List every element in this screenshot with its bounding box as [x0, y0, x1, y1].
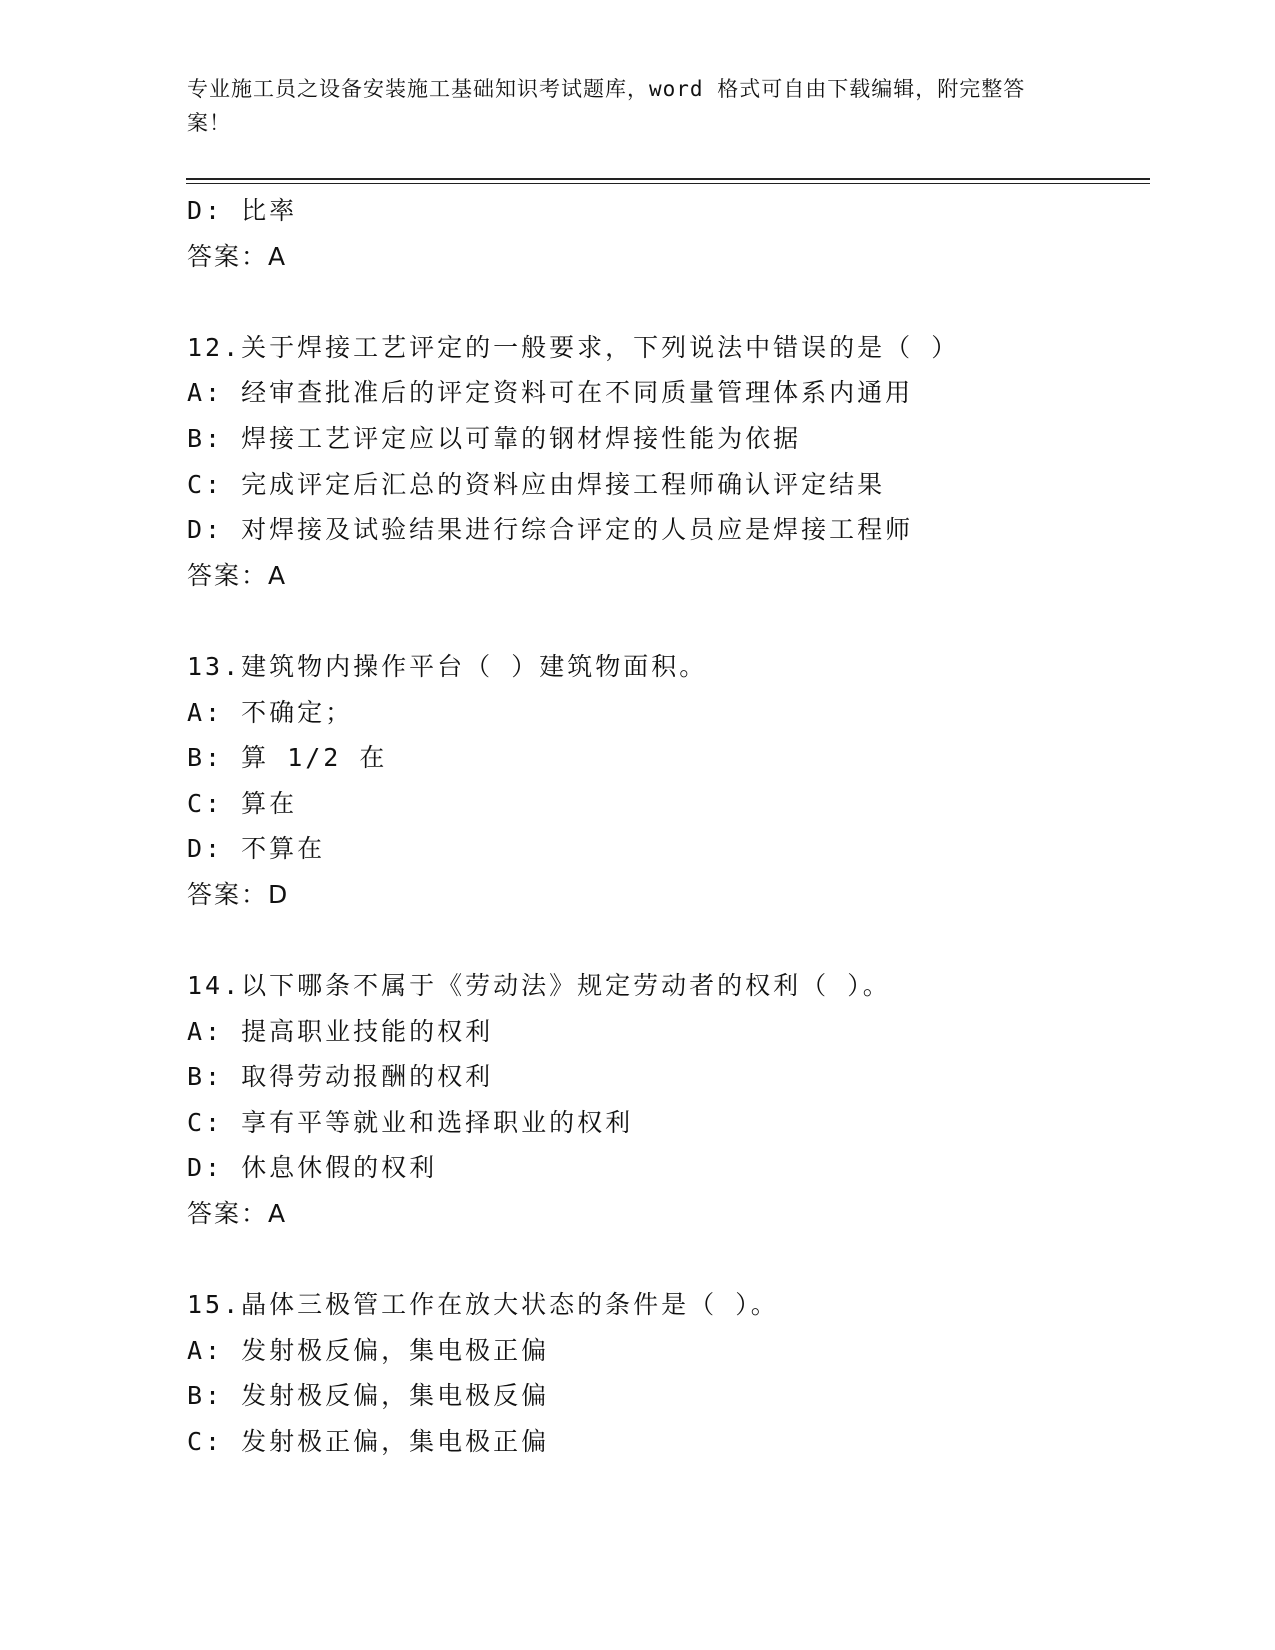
header-rule-thin: [186, 183, 1150, 184]
question-12: [187, 325, 1147, 599]
option-d: D: 对焊接及试验结果进行综合评定的人员应是焊接工程师: [187, 515, 914, 545]
question-15: [187, 1282, 1147, 1464]
spacer: [187, 279, 1147, 325]
header-rule-thick: [186, 178, 1150, 180]
option-d: D: 不算在: [187, 834, 326, 864]
option-c: C: 完成评定后汇总的资料应由焊接工程师确认评定结果: [187, 469, 886, 499]
answer-line: 答案：A: [187, 560, 288, 590]
option-c: C: 享有平等就业和选择职业的权利: [187, 1107, 634, 1137]
option-b: B: 取得劳动报酬的权利: [187, 1062, 494, 1092]
spacer: [187, 598, 1147, 644]
option-d: D: 休息休假的权利: [187, 1153, 438, 1183]
spacer: [187, 918, 1147, 964]
option-c: C: 发射极正偏，集电极正偏: [187, 1427, 550, 1457]
question-stem: 14.以下哪条不属于《劳动法》规定劳动者的权利（ ）。: [187, 971, 891, 1001]
answer-line: 答案：A: [187, 241, 288, 271]
option-d: D: 比率: [187, 196, 298, 225]
question-content: [187, 188, 1147, 1465]
spacer: [187, 1237, 1147, 1283]
option-a: A: 提高职业技能的权利: [187, 1016, 494, 1046]
question-stem: 13.建筑物内操作平台（ ）建筑物面积。: [187, 651, 708, 681]
answer-line: 答案：A: [187, 1199, 288, 1229]
question-14: [187, 963, 1147, 1237]
question-13: [187, 644, 1147, 918]
option-b: B: 发射极反偏，集电极反偏: [187, 1381, 550, 1411]
option-a: A: 经审查批准后的评定资料可在不同质量管理体系内通用: [187, 378, 914, 408]
option-b: B: 算 1/2 在: [187, 743, 388, 773]
document-header: 专业施工员之设备安装施工基础知识考试题库，word 格式可自由下载编辑，附完整答案！: [187, 77, 1026, 135]
question-stem: 12.关于焊接工艺评定的一般要求，下列说法中错误的是（ ）: [187, 332, 960, 362]
option-c: C: 算在: [187, 788, 298, 818]
answer-line: 答案：D: [187, 879, 290, 909]
question-stem: 15.晶体三极管工作在放大状态的条件是（ ）。: [187, 1290, 779, 1320]
option-a: A: 发射极反偏，集电极正偏: [187, 1335, 550, 1365]
option-b: B: 焊接工艺评定应以可靠的钢材焊接性能为依据: [187, 423, 802, 453]
option-a: A: 不确定；: [187, 697, 354, 727]
